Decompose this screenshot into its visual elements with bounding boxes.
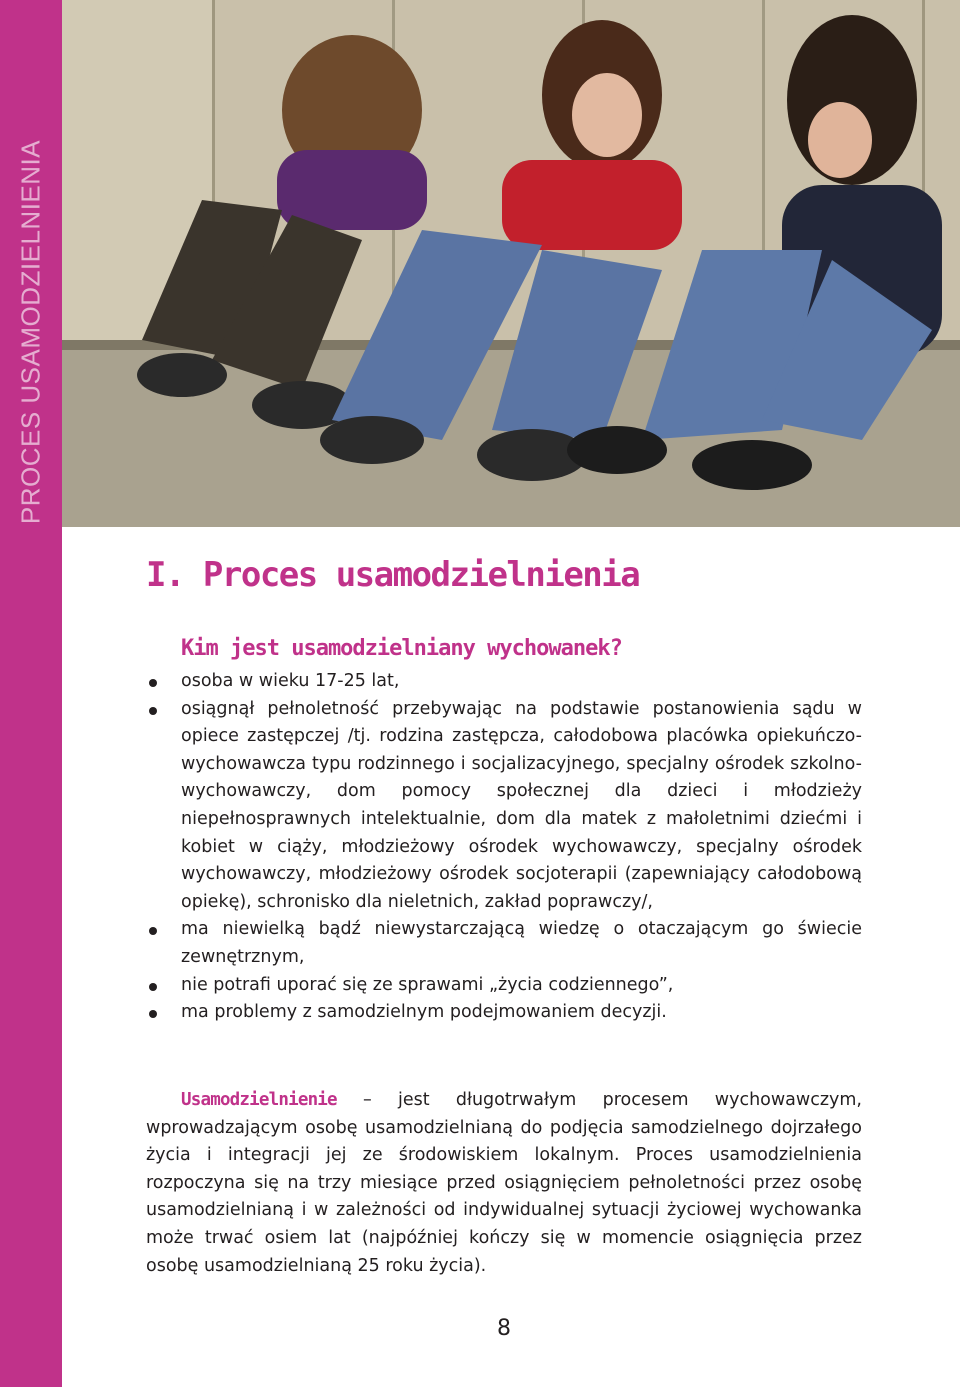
definition-term: Usamodzielnienie [181,1090,337,1110]
side-tab-label: PROCES USAMODZIELNIENIA [15,139,46,525]
bullet-text: nie potrafi uporać się ze sprawami „życia codziennego”, [181,974,674,995]
bullet-item [146,696,862,917]
bullet-text: osiągnął pełnoletność przebywając na podstawie postanowienia sądu w opiece zastępczej /tj. rodzina zastępcza, całodobowa placówka opiekuńczo-wychowawcza typu rodzinnego i socjalizacyjnego, specjalny ośrodek szkolno-wychowawczy, dom pomocy społecznej dla dzieci i młodzieży niepełnosprawnych intelektualnie, dom dla matek z małoletnimi dziećmi i kobiet w ciąży, młodzieżowy ośrodek wychowawczy, specjalny ośrodek wychowawczy, młodzieżowy ośrodek socjoterapii (zapewniający całodobową opiekę), schronisko dla nieletnich, zakład poprawczy/, [181,698,862,912]
bullet-dot-icon [149,707,157,715]
bullet-dot-icon [149,927,157,935]
section-question: Kim jest usamodzielniany wychowanek? [181,636,622,661]
bullet-text: ma problemy z samodzielnym podejmowaniem decyzji. [181,1002,667,1023]
bullet-list [146,668,862,1027]
bullet-item [146,972,862,1000]
bullet-dot-icon [149,1010,157,1018]
bullet-text: osoba w wieku 17-25 lat, [181,671,400,691]
bullet-dot-icon [149,983,157,991]
bullet-item [146,668,862,696]
page-number: 8 [497,1316,511,1341]
definition-text: – jest długotrwałym procesem wychowawczym, wprowadzającym osobę usamodzielnianą do podjęcia samodzielnego dojrzałego życia i integracji jej ze środowiskiem lokalnym. Proces usamodzielnienia rozpoczyna się na trzy miesiące przed osiągnięciem pełnoletności przez osobę usamodzielnianą i w zależności od indywidualnej sytuacji życiowej wychowanka może trwać osiem lat (najpóźniej kończy się w momencie osiągnięcia przez osobę usamodzielnianą 25 roku życia). [146,1090,862,1276]
side-tab [0,0,62,1387]
bullet-item [146,916,862,971]
chapter-title: I. Proces usamodzielnienia [146,555,640,595]
definition-paragraph [146,1087,862,1280]
header-photo [62,0,960,527]
photo-illustration [62,0,960,527]
bullet-dot-icon [149,679,157,687]
bullet-item [146,999,862,1027]
bullet-text: ma niewielką bądź niewystarczającą wiedzę o otaczającym go świecie zewnętrznym, [181,919,862,967]
